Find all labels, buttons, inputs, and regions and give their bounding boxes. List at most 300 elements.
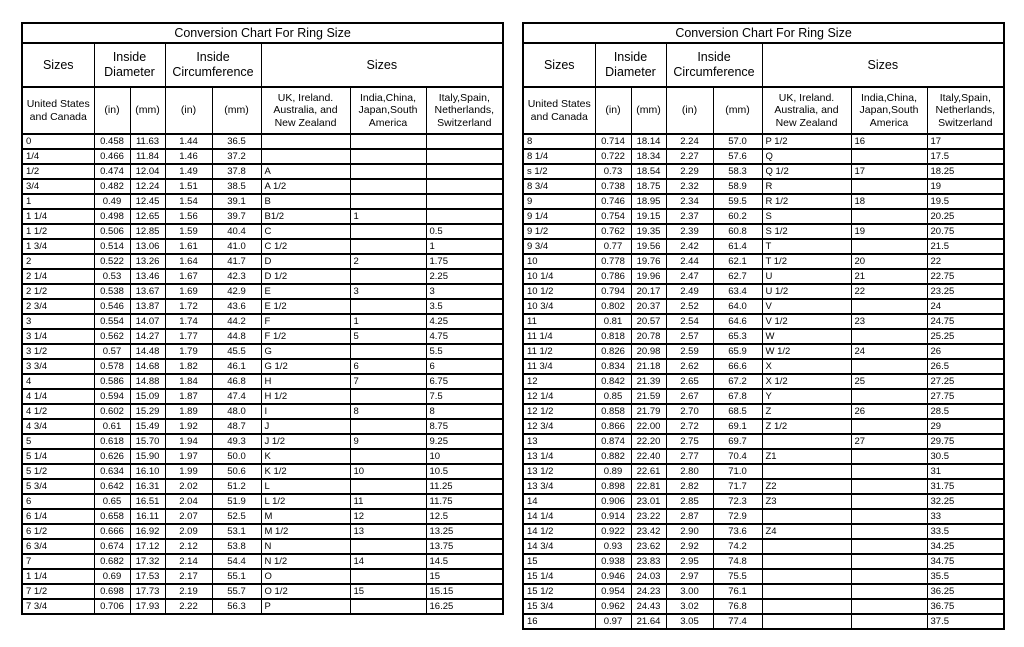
- cell: S 1/2: [762, 224, 851, 239]
- cell: 5.5: [426, 344, 503, 359]
- cell: 14 1/4: [523, 509, 595, 524]
- cell: 55.1: [212, 569, 261, 584]
- cell: 23.25: [927, 284, 1004, 299]
- col-group-inside-diameter: Inside Diameter: [94, 43, 165, 87]
- cell: 0.466: [94, 149, 130, 164]
- cell: 34.75: [927, 554, 1004, 569]
- cell: 8: [523, 134, 595, 149]
- table-row: [523, 239, 1004, 254]
- cell: 1.59: [165, 224, 212, 239]
- cell: 7.5: [426, 389, 503, 404]
- cell: 15: [523, 554, 595, 569]
- cell: 4 1/2: [22, 404, 94, 419]
- cell: 22: [927, 254, 1004, 269]
- col-header-italy-spain: Italy,Spain, Netherlands, Switzerland: [927, 87, 1004, 134]
- cell: 60.8: [713, 224, 762, 239]
- cell: 12 3/4: [523, 419, 595, 434]
- cell: B1/2: [261, 209, 350, 224]
- cell: 0.65: [94, 494, 130, 509]
- cell: 12.24: [130, 179, 165, 194]
- cell: 2.09: [165, 524, 212, 539]
- cell: 22.61: [631, 464, 666, 479]
- cell: 0.93: [595, 539, 631, 554]
- cell: 0.946: [595, 569, 631, 584]
- cell: 14 1/2: [523, 524, 595, 539]
- cell: 0.898: [595, 479, 631, 494]
- cell: 9 1/2: [523, 224, 595, 239]
- cell: 2.25: [426, 269, 503, 284]
- col-header-italy-spain: Italy,Spain, Netherlands, Switzerland: [426, 87, 503, 134]
- cell: 23.22: [631, 509, 666, 524]
- cell: 6: [350, 359, 426, 374]
- cell: 12.85: [130, 224, 165, 239]
- cell: 0.482: [94, 179, 130, 194]
- cell: 5 1/4: [22, 449, 94, 464]
- cell: 0.754: [595, 209, 631, 224]
- cell: 18.14: [631, 134, 666, 149]
- cell: 2.87: [666, 509, 713, 524]
- cell: 0.778: [595, 254, 631, 269]
- cell: 21.64: [631, 614, 666, 629]
- cell: [762, 539, 851, 554]
- cell: A: [261, 164, 350, 179]
- cell: [851, 419, 927, 434]
- cell: 0.81: [595, 314, 631, 329]
- cell: 4 1/4: [22, 389, 94, 404]
- sub-header-row: [22, 87, 503, 134]
- cell: 0.634: [94, 464, 130, 479]
- cell: 40.4: [212, 224, 261, 239]
- cell: 36.25: [927, 584, 1004, 599]
- cell: 1.89: [165, 404, 212, 419]
- cell: 72.9: [713, 509, 762, 524]
- title-row: [22, 23, 503, 43]
- cell: 3 3/4: [22, 359, 94, 374]
- cell: 39.7: [212, 209, 261, 224]
- cell: 20.57: [631, 314, 666, 329]
- col-header-diameter-mm: (mm): [631, 87, 666, 134]
- cell: 17.32: [130, 554, 165, 569]
- cell: 27.75: [927, 389, 1004, 404]
- cell: 2.80: [666, 464, 713, 479]
- cell: 9.25: [426, 434, 503, 449]
- cell: 3: [426, 284, 503, 299]
- col-header-india-china: India,China, Japan,South America: [350, 87, 426, 134]
- cell: 3/4: [22, 179, 94, 194]
- cell: 11: [523, 314, 595, 329]
- cell: 19.15: [631, 209, 666, 224]
- cell: 34.25: [927, 539, 1004, 554]
- cell: [350, 224, 426, 239]
- cell: [851, 509, 927, 524]
- cell: E 1/2: [261, 299, 350, 314]
- cell: 75.5: [713, 569, 762, 584]
- cell: 71.7: [713, 479, 762, 494]
- cell: 0.538: [94, 284, 130, 299]
- cell: 8: [426, 404, 503, 419]
- cell: 18.95: [631, 194, 666, 209]
- cell: 1/4: [22, 149, 94, 164]
- cell: 13 1/2: [523, 464, 595, 479]
- cell: 0.826: [595, 344, 631, 359]
- cell: Z3: [762, 494, 851, 509]
- cell: 0.89: [595, 464, 631, 479]
- cell: 36.5: [212, 134, 261, 149]
- cell: 2.07: [165, 509, 212, 524]
- cell: 50.0: [212, 449, 261, 464]
- cell: [350, 344, 426, 359]
- cell: 14: [350, 554, 426, 569]
- cell: 55.7: [212, 584, 261, 599]
- cell: 1 3/4: [22, 239, 94, 254]
- table-title: Conversion Chart For Ring Size: [22, 23, 503, 43]
- cell: [350, 479, 426, 494]
- cell: 66.6: [713, 359, 762, 374]
- cell: W: [762, 329, 851, 344]
- cell: 2.49: [666, 284, 713, 299]
- cell: 2.37: [666, 209, 713, 224]
- cell: 12: [350, 509, 426, 524]
- cell: 37.2: [212, 149, 261, 164]
- cell: 4.75: [426, 329, 503, 344]
- cell: 61.4: [713, 239, 762, 254]
- cell: [851, 524, 927, 539]
- cell: 23.62: [631, 539, 666, 554]
- cell: 31: [927, 464, 1004, 479]
- cell: [350, 179, 426, 194]
- cell: 10 3/4: [523, 299, 595, 314]
- cell: E: [261, 284, 350, 299]
- table-title: Conversion Chart For Ring Size: [523, 23, 1004, 43]
- table-row: [22, 539, 503, 554]
- cell: 0.5: [426, 224, 503, 239]
- cell: 16.10: [130, 464, 165, 479]
- cell: 52.5: [212, 509, 261, 524]
- cell: 48.0: [212, 404, 261, 419]
- cell: 2: [22, 254, 94, 269]
- cell: 23.01: [631, 494, 666, 509]
- cell: [350, 194, 426, 209]
- cell: 2.57: [666, 329, 713, 344]
- cell: 69.7: [713, 434, 762, 449]
- cell: 18.75: [631, 179, 666, 194]
- cell: 17: [851, 164, 927, 179]
- cell: 21.39: [631, 374, 666, 389]
- cell: 0.786: [595, 269, 631, 284]
- cell: [350, 149, 426, 164]
- table-row: [523, 194, 1004, 209]
- col-group-inside-circumference: Inside Circumference: [165, 43, 261, 87]
- cell: 67.2: [713, 374, 762, 389]
- cell: Z: [762, 404, 851, 419]
- cell: 2.27: [666, 149, 713, 164]
- cell: Z2: [762, 479, 851, 494]
- col-group-sizes-us: Sizes: [523, 43, 595, 87]
- cell: 0.794: [595, 284, 631, 299]
- cell: [851, 449, 927, 464]
- cell: 64.6: [713, 314, 762, 329]
- cell: 2.02: [165, 479, 212, 494]
- cell: [261, 149, 350, 164]
- cell: [851, 599, 927, 614]
- cell: [350, 419, 426, 434]
- cell: 0.49: [94, 194, 130, 209]
- cell: 1.69: [165, 284, 212, 299]
- cell: 13.06: [130, 239, 165, 254]
- cell: 44.8: [212, 329, 261, 344]
- cell: 1.54: [165, 194, 212, 209]
- cell: 9: [350, 434, 426, 449]
- cell: 10.5: [426, 464, 503, 479]
- cell: 13.46: [130, 269, 165, 284]
- col-group-sizes-intl: Sizes: [261, 43, 503, 87]
- table-row: [22, 404, 503, 419]
- cell: 0.602: [94, 404, 130, 419]
- cell: O 1/2: [261, 584, 350, 599]
- cell: 0.506: [94, 224, 130, 239]
- cell: 14.68: [130, 359, 165, 374]
- table-row: [523, 509, 1004, 524]
- cell: [851, 494, 927, 509]
- table-row: [22, 209, 503, 224]
- cell: 0.546: [94, 299, 130, 314]
- cell: C: [261, 224, 350, 239]
- cell: 27: [851, 434, 927, 449]
- cell: 11.25: [426, 479, 503, 494]
- cell: 19.56: [631, 239, 666, 254]
- cell: 3 1/4: [22, 329, 94, 344]
- cell: 0.53: [94, 269, 130, 284]
- cell: 2.22: [165, 599, 212, 614]
- table-row: [22, 224, 503, 239]
- cell: D: [261, 254, 350, 269]
- cell: 65.3: [713, 329, 762, 344]
- cell: O: [261, 569, 350, 584]
- cell: 9 1/4: [523, 209, 595, 224]
- cell: 0.738: [595, 179, 631, 194]
- table-row: [523, 299, 1004, 314]
- cell: 20.75: [927, 224, 1004, 239]
- cell: 4.25: [426, 314, 503, 329]
- cell: 57.6: [713, 149, 762, 164]
- cell: [851, 584, 927, 599]
- cell: 1.46: [165, 149, 212, 164]
- col-header-circumference-in: (in): [666, 87, 713, 134]
- cell: 12: [523, 374, 595, 389]
- cell: 2 3/4: [22, 299, 94, 314]
- cell: D 1/2: [261, 269, 350, 284]
- cell: 22.20: [631, 434, 666, 449]
- cell: [851, 239, 927, 254]
- cell: 13.67: [130, 284, 165, 299]
- cell: 22: [851, 284, 927, 299]
- cell: 14.27: [130, 329, 165, 344]
- cell: 1.97: [165, 449, 212, 464]
- cell: 15 3/4: [523, 599, 595, 614]
- cell: K: [261, 449, 350, 464]
- cell: 1 1/2: [22, 224, 94, 239]
- cell: 14 3/4: [523, 539, 595, 554]
- cell: 6 1/2: [22, 524, 94, 539]
- cell: 57.0: [713, 134, 762, 149]
- table-row: [523, 539, 1004, 554]
- cell: 77.4: [713, 614, 762, 629]
- cell: V: [762, 299, 851, 314]
- cell: 3: [350, 284, 426, 299]
- cell: 0.906: [595, 494, 631, 509]
- cell: 2.32: [666, 179, 713, 194]
- table-row: [523, 284, 1004, 299]
- cell: 0.866: [595, 419, 631, 434]
- col-header-uk-ireland: UK, Ireland. Australia, and New Zealand: [261, 87, 350, 134]
- cell: 2.44: [666, 254, 713, 269]
- cell: 29: [927, 419, 1004, 434]
- table-row: [22, 524, 503, 539]
- cell: 42.3: [212, 269, 261, 284]
- cell: Y: [762, 389, 851, 404]
- cell: 20.25: [927, 209, 1004, 224]
- cell: 0.698: [94, 584, 130, 599]
- cell: 16.11: [130, 509, 165, 524]
- cell: [762, 599, 851, 614]
- table-row: [22, 284, 503, 299]
- cell: 20.17: [631, 284, 666, 299]
- cell: [762, 554, 851, 569]
- cell: 42.9: [212, 284, 261, 299]
- cell: [350, 389, 426, 404]
- cell: 0.578: [94, 359, 130, 374]
- cell: 25: [851, 374, 927, 389]
- cell: A 1/2: [261, 179, 350, 194]
- cell: 11 1/4: [523, 329, 595, 344]
- table-row: [523, 134, 1004, 149]
- table-row: [22, 344, 503, 359]
- cell: [851, 389, 927, 404]
- col-header-diameter-in: (in): [94, 87, 130, 134]
- table-row: [523, 149, 1004, 164]
- cell: L 1/2: [261, 494, 350, 509]
- cell: 51.2: [212, 479, 261, 494]
- cell: 2.59: [666, 344, 713, 359]
- cell: 1.87: [165, 389, 212, 404]
- cell: 71.0: [713, 464, 762, 479]
- cell: [762, 584, 851, 599]
- table-row: [523, 389, 1004, 404]
- cell: [426, 164, 503, 179]
- cell: [426, 194, 503, 209]
- cell: 5 3/4: [22, 479, 94, 494]
- cell: 76.8: [713, 599, 762, 614]
- sub-header-row: [523, 87, 1004, 134]
- left-table-body: [22, 134, 503, 614]
- cell: 15.09: [130, 389, 165, 404]
- table-row: [22, 149, 503, 164]
- table-row: [22, 194, 503, 209]
- cell: R: [762, 179, 851, 194]
- cell: 24: [851, 344, 927, 359]
- cell: 2.77: [666, 449, 713, 464]
- cell: 1.61: [165, 239, 212, 254]
- cell: 11.63: [130, 134, 165, 149]
- cell: 0.858: [595, 404, 631, 419]
- cell: 12.5: [426, 509, 503, 524]
- table-row: [22, 434, 503, 449]
- cell: [851, 539, 927, 554]
- table-row: [523, 224, 1004, 239]
- cell: 14.48: [130, 344, 165, 359]
- cell: 10 1/4: [523, 269, 595, 284]
- cell: [762, 434, 851, 449]
- col-header-circumference-mm: (mm): [713, 87, 762, 134]
- cell: 14.88: [130, 374, 165, 389]
- cell: 47.4: [212, 389, 261, 404]
- right-table-body: [523, 134, 1004, 629]
- cell: 31.75: [927, 479, 1004, 494]
- table-row: [22, 329, 503, 344]
- cell: 0.962: [595, 599, 631, 614]
- cell: 1: [350, 314, 426, 329]
- cell: [851, 479, 927, 494]
- cell: 2.17: [165, 569, 212, 584]
- cell: 32.25: [927, 494, 1004, 509]
- cell: 26: [927, 344, 1004, 359]
- cell: [851, 569, 927, 584]
- cell: 36.75: [927, 599, 1004, 614]
- table-row: [523, 494, 1004, 509]
- cell: 11 1/2: [523, 344, 595, 359]
- cell: 2.29: [666, 164, 713, 179]
- cell: M: [261, 509, 350, 524]
- cell: 2.70: [666, 404, 713, 419]
- cell: 0.834: [595, 359, 631, 374]
- cell: 17.12: [130, 539, 165, 554]
- cell: 8.75: [426, 419, 503, 434]
- cell: 21.18: [631, 359, 666, 374]
- cell: 0.626: [94, 449, 130, 464]
- cell: 19: [851, 224, 927, 239]
- cell: 2.47: [666, 269, 713, 284]
- cell: 1.74: [165, 314, 212, 329]
- cell: 15.90: [130, 449, 165, 464]
- cell: 4 3/4: [22, 419, 94, 434]
- cell: 24.75: [927, 314, 1004, 329]
- cell: 68.5: [713, 404, 762, 419]
- cell: W 1/2: [762, 344, 851, 359]
- col-header-circumference-in: (in): [165, 87, 212, 134]
- cell: H 1/2: [261, 389, 350, 404]
- cell: 1.67: [165, 269, 212, 284]
- cell: [851, 329, 927, 344]
- cell: 1.72: [165, 299, 212, 314]
- cell: 23.42: [631, 524, 666, 539]
- table-row: [22, 389, 503, 404]
- cell: 6: [426, 359, 503, 374]
- cell: 0.954: [595, 584, 631, 599]
- cell: 33.5: [927, 524, 1004, 539]
- cell: 51.9: [212, 494, 261, 509]
- cell: 33: [927, 509, 1004, 524]
- table-row: [523, 464, 1004, 479]
- cell: 0.714: [595, 134, 631, 149]
- cell: 17.73: [130, 584, 165, 599]
- cell: 7: [350, 374, 426, 389]
- table-row: [523, 569, 1004, 584]
- cell: 1.94: [165, 434, 212, 449]
- cell: [350, 269, 426, 284]
- cell: 3.05: [666, 614, 713, 629]
- cell: 10: [523, 254, 595, 269]
- cell: 6 1/4: [22, 509, 94, 524]
